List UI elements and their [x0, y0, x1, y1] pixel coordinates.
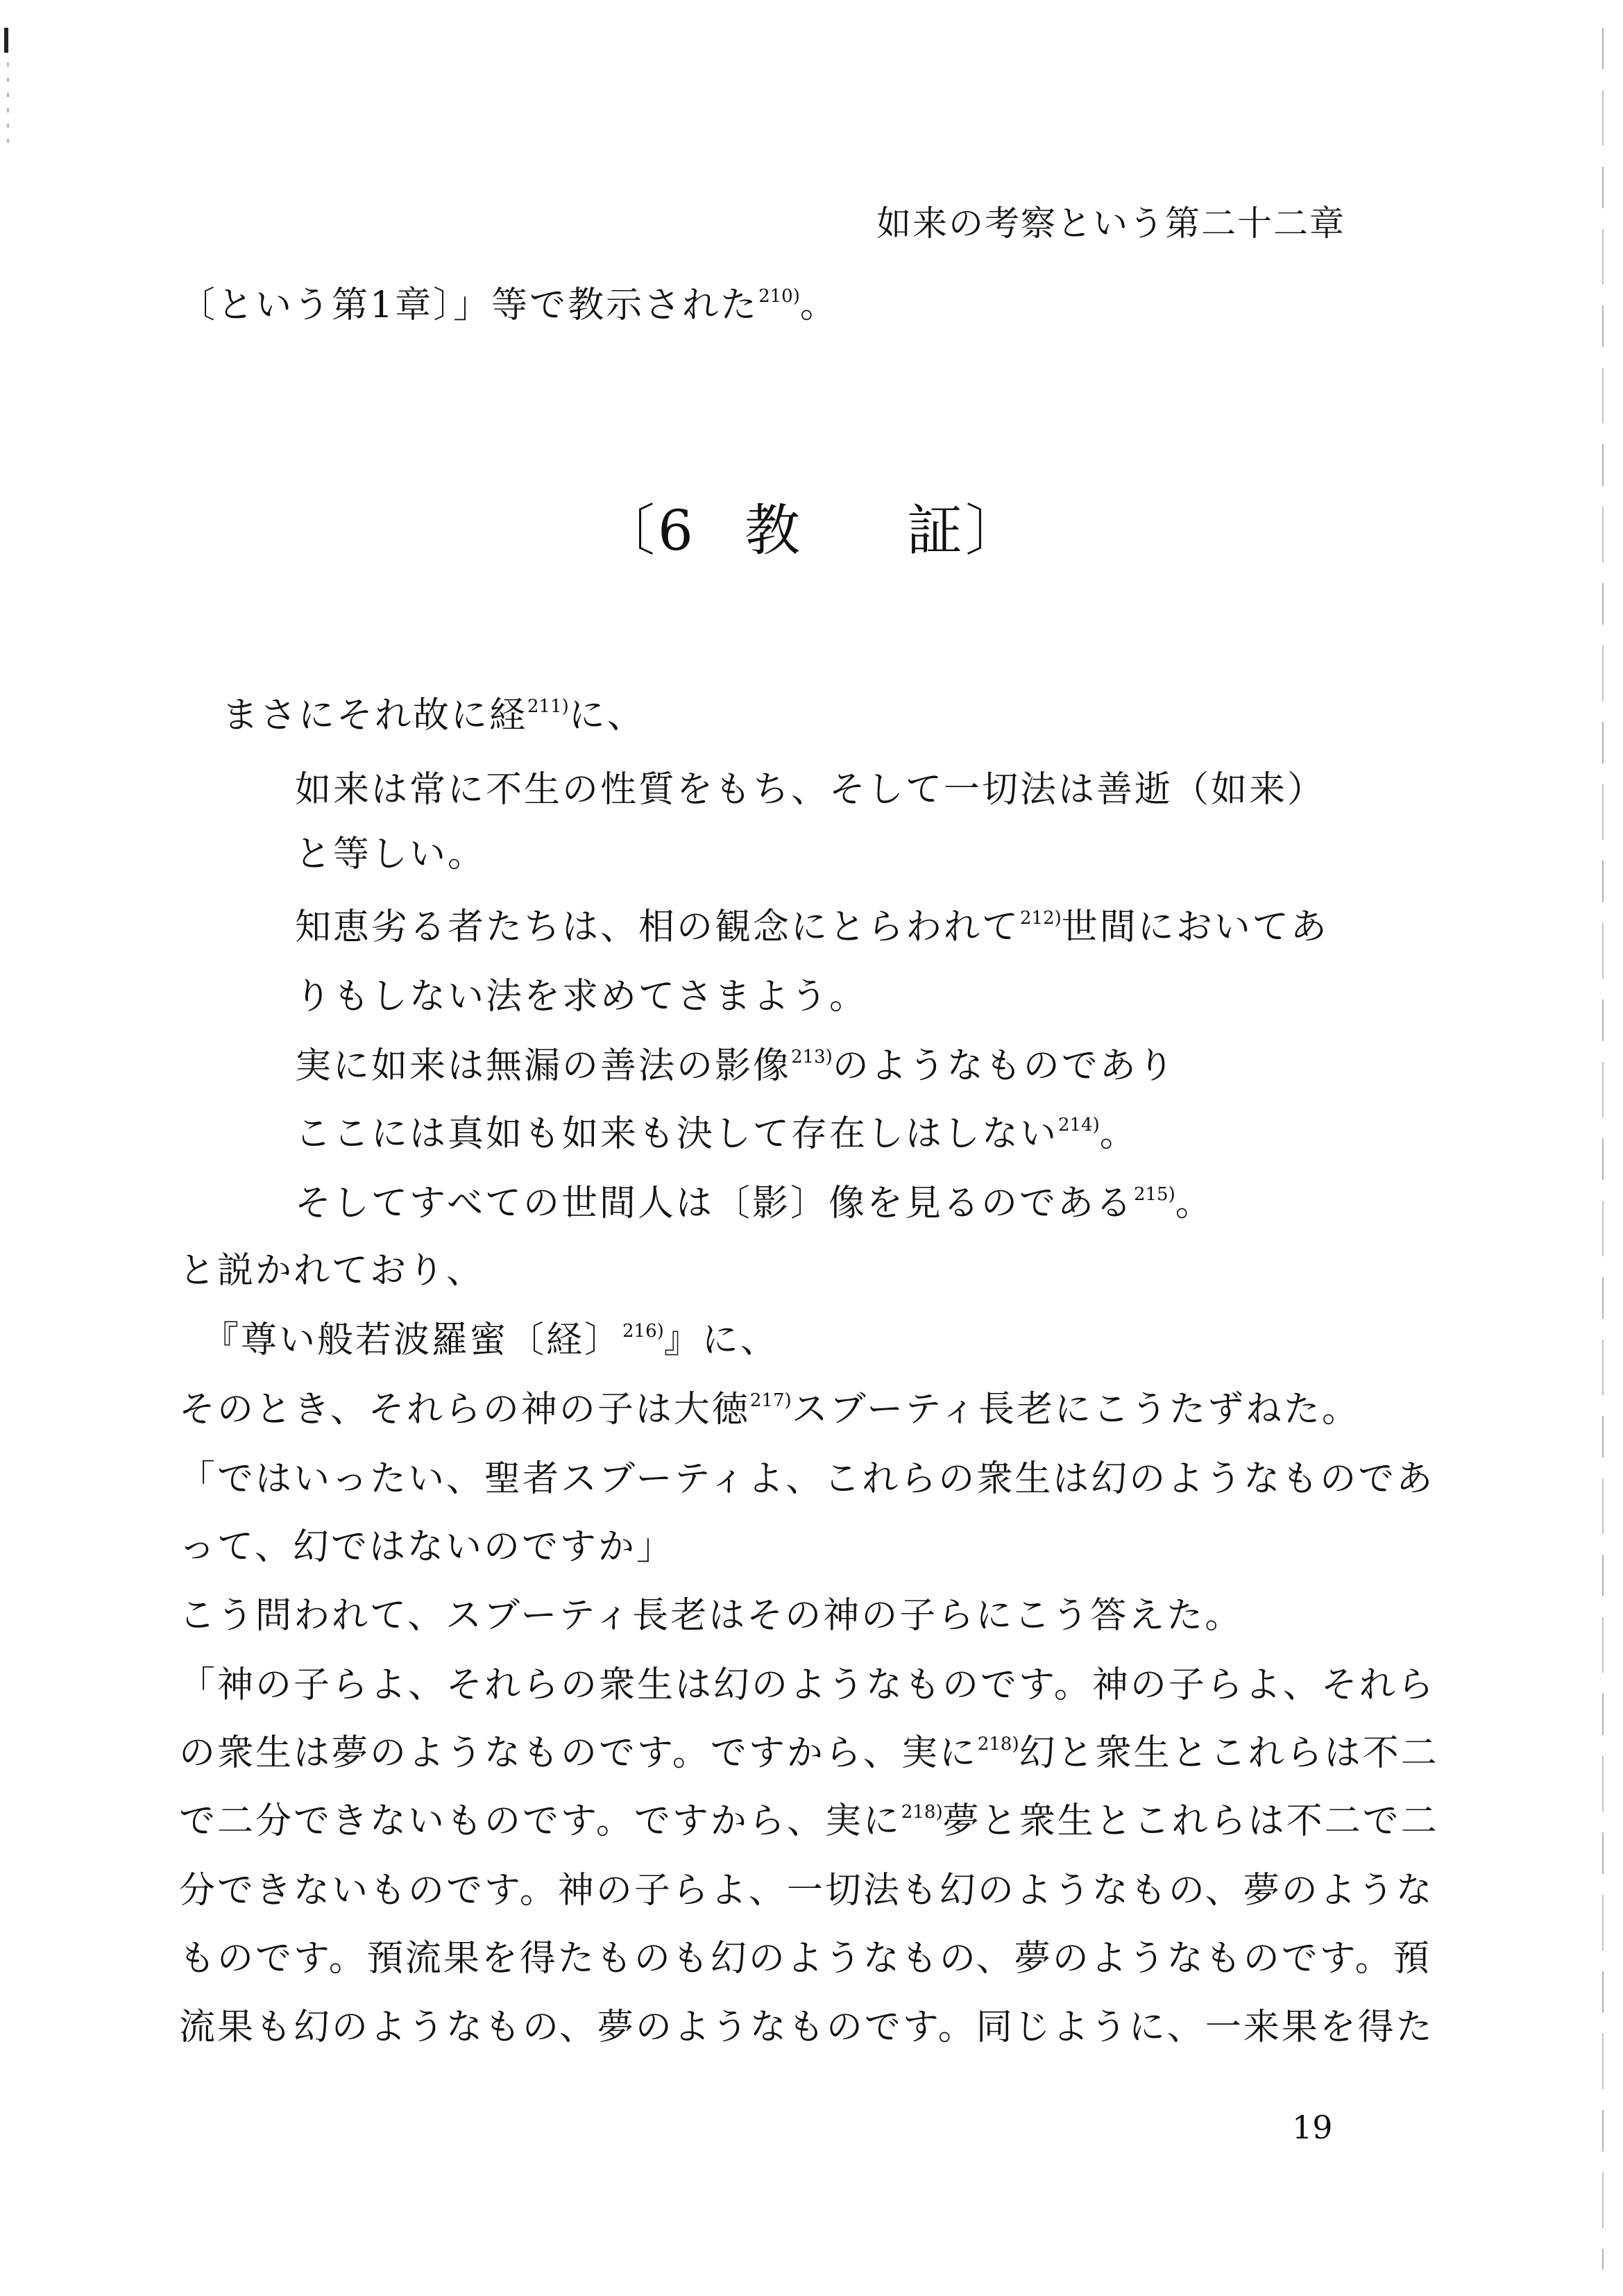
body-text: 』に、: [663, 1319, 779, 1361]
note-ref-217: 217): [749, 1390, 792, 1411]
body-line-13: 流果も幻のようなもの、夢のようなものです。同じように、一来果を得た: [179, 2007, 1434, 2048]
note-ref-210: 210): [758, 286, 800, 307]
scan-edge-mark: [4, 28, 8, 53]
body-text: そのとき、それらの神の子は大徳: [179, 1389, 750, 1430]
note-ref-218: 218): [977, 1734, 1019, 1755]
body-line-1: [222, 695, 645, 736]
section-heading-word2: 証〕: [906, 498, 1023, 563]
body-line-8: 「神の子らよ、それらの衆生は幻のようなものです。神の子らよ、それら: [179, 1664, 1436, 1706]
note-ref-216: 216): [622, 1321, 664, 1342]
note-ref-211: 211): [527, 696, 569, 717]
body-text: 。: [1099, 1113, 1138, 1155]
body-text: 知恵劣る者たちは、相の観念にとらわれて: [295, 906, 1021, 948]
body-text: ここには真如も如来も決して存在しはしない: [295, 1113, 1059, 1155]
verse-line-1: 如来は常に不生の性質をもち、そして一切法は善逝（如来）: [295, 769, 1326, 811]
verse-line-3: [295, 906, 1329, 948]
body-text: で二分できないものです。ですから、実に: [179, 1800, 901, 1842]
verse-line-4: りもしない法を求めてさまよう。: [295, 976, 868, 1018]
body-text: 幻と衆生とこれらは不二: [1019, 1732, 1439, 1774]
body-line-2: と説かれており、: [179, 1250, 485, 1292]
note-ref-215: 215): [1133, 1184, 1175, 1205]
verse-line-2: と等しい。: [295, 834, 486, 875]
body-line-10: [179, 1800, 1439, 1842]
intro-line: [179, 285, 838, 326]
body-line-7: こう問われて、スブーティ長老はその神の子らにこう答えた。: [179, 1595, 1243, 1637]
body-text: のようなものであり: [832, 1045, 1176, 1087]
body-line-6: って、幻ではないのですか」: [179, 1526, 674, 1568]
body-line-5: 「ではいったい、聖者スブーティよ、これらの衆生は幻のようなものであ: [179, 1458, 1435, 1500]
scan-right-edge: [1602, 28, 1604, 2270]
page-number: 19: [1292, 2109, 1333, 2146]
intro-text: 〔という第1章〕」等で教示された: [179, 285, 759, 326]
note-ref-212: 212): [1020, 908, 1062, 929]
verse-line-5: [295, 1045, 1176, 1087]
body-text: スブーティ長老にこうたずねた。: [791, 1389, 1360, 1430]
verse-line-6: [295, 1113, 1138, 1155]
note-ref-214: 214): [1058, 1115, 1100, 1136]
body-text: の衆生は夢のようなものです。ですから、実に: [179, 1732, 978, 1774]
body-line-9: [179, 1732, 1439, 1774]
note-ref-213: 213): [791, 1047, 833, 1067]
body-text: そしてすべての世間人は〔影〕像を見るのである: [295, 1183, 1134, 1224]
body-line-12: ものです。預流果を得たものも幻のようなもの、夢のようなものです。預: [179, 1938, 1431, 1980]
body-text: 夢と衆生とこれらは不二で二: [942, 1800, 1439, 1842]
running-header: 如来の考察という第二十二章: [876, 203, 1345, 244]
body-text: に、: [568, 695, 645, 736]
body-text: まさにそれ故に経: [222, 695, 528, 736]
body-text: 実に如来は無漏の善法の影像: [295, 1045, 792, 1087]
section-heading-word1: 教: [744, 498, 803, 563]
body-text: 『尊い般若波羅蜜〔経〕: [203, 1319, 623, 1361]
body-line-4: [179, 1389, 1360, 1430]
body-line-3: [203, 1319, 779, 1361]
body-text: 。: [1175, 1183, 1214, 1224]
intro-end: 。: [799, 285, 838, 326]
scan-edge-dots: [7, 62, 9, 153]
section-heading: [0, 486, 1623, 566]
note-ref-218b: 218): [901, 1802, 943, 1823]
verse-line-7: [295, 1185, 1214, 1222]
body-text: 世間においてあ: [1061, 906, 1329, 948]
body-line-11: 分できないものです。神の子らよ、一切法も幻のようなもの、夢のような: [179, 1870, 1434, 1911]
section-heading-number: 〔6: [600, 498, 696, 563]
